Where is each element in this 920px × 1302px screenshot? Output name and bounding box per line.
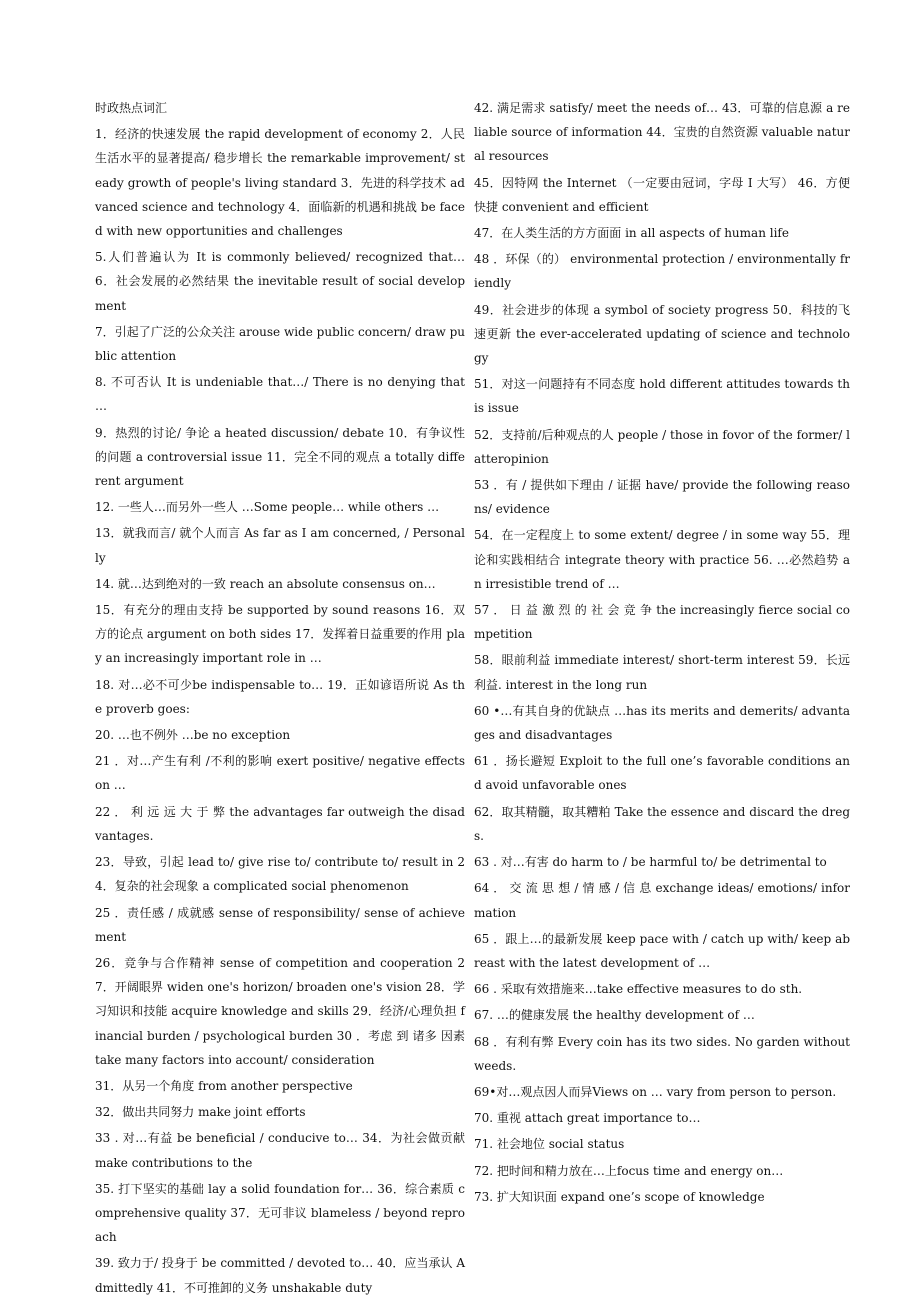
- vocab-entry: 53 ．有 / 提供如下理由 / 证据 have/ provide the following reasons/ evidence: [474, 478, 850, 517]
- vocab-entry: 9．热烈的讨论/ 争论 a heated discussion/ debate 10．有争议性的问题 a controversial issue 11．完全不同的观点 a totally different argument: [95, 425, 465, 489]
- vocab-entry: 58．眼前利益 immediate interest/ short-term interest 59．长远利益. interest in the long run: [474, 653, 850, 692]
- vocab-entry: 33 . 对…有益 be beneficial / conducive to… 34．为社会做贡献 make contributions to the: [95, 1131, 465, 1170]
- vocab-entry: 71. 社会地位 social status: [474, 1137, 625, 1152]
- vocab-entry: 72. 把时间和精力放在…上focus time and energy on…: [474, 1163, 784, 1178]
- vocab-entry: 35. 打下坚实的基础 lay a solid foundation for… 36．综合素质 comprehensive quality 37．无可非议 blameless / beyond reproach: [95, 1181, 465, 1245]
- vocab-entry: 7．引起了广泛的公众关注 arouse wide public concern/ draw public attention: [95, 324, 465, 364]
- vocab-entry: 13．就我而言/ 就个人而言 As far as I am concerned, / Personally: [95, 526, 465, 565]
- vocab-entry: 15．有充分的理由支持 be supported by sound reasons 16．双方的论点 argument on both sides 17．发挥着日益重要的作用 play an increasingly important role in …: [95, 603, 465, 666]
- vocab-entry: 12. 一些人…而另外一些人 …Some people… while others …: [95, 500, 440, 515]
- document-title: 时政热点词汇: [95, 101, 168, 115]
- vocab-entry: 48 ．环保（的） environmental protection / environmentally friendly: [474, 252, 850, 291]
- left-column: [95, 96, 465, 1302]
- right-entry-list: [474, 96, 850, 1209]
- vocab-entry: 23．导致，引起 lead to/ give rise to/ contribute to/ result in 24．复杂的社会现象 a complicated social phenomenon: [95, 855, 465, 894]
- vocab-entry: 64 ． 交 流 思 想 / 情 感 / 信 息 exchange ideas/ emotions/ information: [474, 881, 850, 920]
- vocab-entry: 49．社会进步的体现 a symbol of society progress 50．科技的飞速更新 the ever-accelerated updating of science and technology: [474, 302, 850, 366]
- vocab-entry: 66 . 采取有效措施来…take effective measures to do sth.: [474, 982, 803, 997]
- vocab-entry: 32．做出共同努力 make joint efforts: [95, 1105, 306, 1120]
- vocab-entry: 63 . 对…有害 do harm to / be harmful to/ be detrimental to: [474, 855, 827, 870]
- vocab-entry: 1．经济的快速发展 the rapid development of economy 2．人民生活水平的显著提高/ 稳步增长 the remarkable improvement/ steady growth of people's living standard 3．先进的科学技术 advanced science and technology 4．面临新的机遇和挑战 be faced with new opportunities and challenges: [95, 127, 465, 239]
- vocab-entry: 62．取其精髓，取其糟粕 Take the essence and discard the dregs.: [474, 804, 850, 843]
- vocab-entry: 51．对这一问题持有不同态度 hold different attitudes towards this issue: [474, 377, 850, 416]
- vocab-entry: 65 ．跟上…的最新发展 keep pace with / catch up with/ keep abreast with the latest development of …: [474, 931, 850, 970]
- vocab-entry: 42. 满足需求 satisfy/ meet the needs of… 43．可靠的信息源 a reliable source of information 44．宝贵的自然资源 valuable natural resources: [474, 101, 850, 164]
- vocab-entry: 68 ．有利有弊 Every coin has its two sides. No garden without weeds.: [474, 1034, 850, 1073]
- vocab-entry: 25 ．责任感 / 成就感 sense of responsibility/ sense of achievement: [95, 905, 465, 944]
- vocab-entry: 73. 扩大知识面 expand one’s scope of knowledge: [474, 1189, 765, 1204]
- vocab-entry: 31．从另一个角度 from another perspective: [95, 1078, 353, 1093]
- vocab-entry: 70. 重视 attach great importance to…: [474, 1111, 701, 1126]
- vocab-entry: 20. …也不例外 …be no exception: [95, 728, 291, 743]
- vocab-entry: 8. 不可否认 It is undeniable that…/ There is no denying that …: [95, 375, 465, 414]
- vocab-entry: 18. 对…必不可少be indispensable to… 19．正如谚语所说 As the proverb goes:: [95, 677, 465, 716]
- vocab-entry: 47．在人类生活的方方面面 in all aspects of human life: [474, 226, 789, 241]
- vocab-entry: 54．在一定程度上 to some extent/ degree / in some way 55．理论和实践相结合 integrate theory with practice 56. …必然趋势 an irresistible trend of …: [474, 528, 850, 591]
- vocab-entry: 26．竞争与合作精神 sense of competition and cooperation 27．开阔眼界 widen one's horizon/ broaden one's vision 28．学习知识和技能 acquire knowledge and skills 29．经济/心理负担 financial burden / psychological burden 30 ．考虑 到 诸多 因素 take many factors into account/ consideration: [95, 955, 465, 1067]
- vocab-entry: 57 ． 日 益 激 烈 的 社 会 竞 争 the increasingly fierce social competition: [474, 603, 850, 642]
- vocab-entry: 21 ．对…产生有利 /不利的影响 exert positive/ negative effects on …: [95, 754, 465, 793]
- vocab-entry: 52．支持前/后种观点的人 people / those in fovor of the former/ latteropinion: [474, 427, 850, 466]
- vocab-entry: 39. 致力于/ 投身于 be committed / devoted to… 40．应当承认 Admittedly 41．不可推卸的义务 unshakable duty: [95, 1256, 465, 1295]
- vocab-entry: 60 •…有其自身的优缺点 …has its merits and demerits/ advantages and disadvantages: [474, 703, 850, 743]
- vocab-entry: 14. 就…达到绝对的一致 reach an absolute consensus on…: [95, 576, 436, 591]
- vocab-entry: 69•对…观点因人而异Views on … vary from person to person.: [474, 1084, 837, 1099]
- left-entry-list: [95, 122, 465, 1300]
- vocab-entry: 67. …的健康发展 the healthy development of …: [474, 1008, 755, 1023]
- vocab-entry: 61 ．扬长避短 Exploit to the full one’s favorable conditions and avoid unfavorable ones: [474, 754, 850, 793]
- vocab-entry: 5.人们普遍认为 It is commonly believed/ recognized that… 6．社会发展的必然结果 the inevitable result of social development: [95, 250, 465, 313]
- vocab-entry: 45．因特网 the Internet （一定要由冠词，字母 I 大写） 46．方便快捷 convenient and efficient: [474, 175, 850, 214]
- right-column: [474, 96, 850, 1211]
- vocab-entry: 22 ． 利 远 远 大 于 弊 the advantages far outweigh the disadvantages.: [95, 804, 465, 843]
